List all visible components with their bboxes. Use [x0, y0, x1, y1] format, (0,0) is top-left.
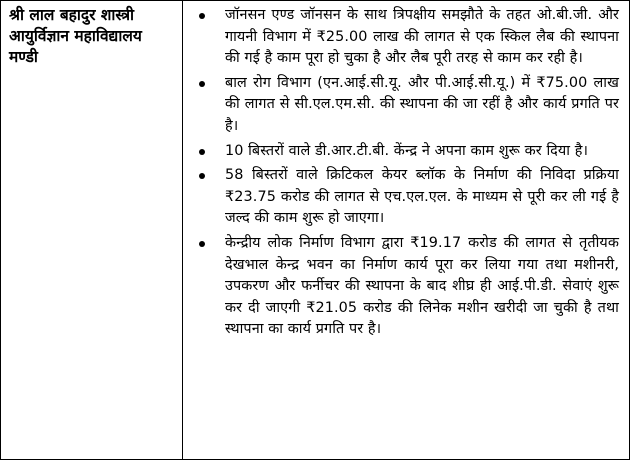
bullet-list [183, 1, 629, 341]
list-item-text: जॉनसन एण्ड जॉनसन के साथ त्रिपक्षीय समझौते के तहत ओ.बी.जी. और गायनी विभाग में ₹25.00 लाख की लागत से एक स्किल लैब की स्थापना की गई है काम पूरा हो चुका है और लैब पूरी तरह से काम कर रही है। [225, 7, 619, 67]
list-item-text: बाल रोग विभाग (एन.आई.सी.यू. और पी.आई.सी.यू.) में ₹75.00 लाख की लागत से सी.एल.एम.सी. की स्थापना की जा रहीं है और कार्य प्रगति पर है। [225, 74, 619, 134]
list-item [183, 233, 619, 341]
bullet-icon [199, 81, 205, 87]
list-item-text: केन्द्रीय लोक निर्माण विभाग द्वारा ₹19.17 करोड की लागत से तृतीयक देखभाल केन्द्र भवन का निर्माण कार्य पूरा कर लिया गया तथा मशीनरी, उपकरण और फर्नीचर की स्थापना के बाद शीघ्र ही आई.पी.डी. सेवाएं शुरू कर दी जाएगी ₹21.05 करोड की लिनेक मशीन खरीदी जा चुकी है तथा स्थापना का कार्य प्रगति पर है। [225, 234, 619, 338]
bullet-icon [199, 241, 205, 247]
list-item [183, 141, 619, 163]
bullet-icon [199, 13, 205, 19]
list-item-text: 10 बिस्तरों वाले डी.आर.टी.बी. केंन्द्र ने अपना काम शुरू कर दिया है। [225, 142, 589, 159]
institution-name: श्री लाल बहादुर शास्त्री आयुर्विज्ञान महाविद्यालय मण्डी [9, 6, 142, 66]
list-item [183, 165, 619, 230]
bullet-icon [199, 173, 205, 179]
bullet-icon [199, 149, 205, 155]
institution-cell [1, 1, 183, 460]
list-item-text: 58 बिस्तरों वाले क्रिटिकल केयर ब्लॉक के निर्माण की निविदा प्रक्रिया ₹23.75 करोड की लागत से एच.एल.एल. के माध्यम से पूरी कर ली गई है जल्द की काम शुरू हो जाएगा। [225, 167, 619, 227]
table-row [1, 1, 630, 460]
list-item [183, 73, 619, 138]
details-cell [183, 1, 630, 460]
list-item [183, 5, 619, 70]
